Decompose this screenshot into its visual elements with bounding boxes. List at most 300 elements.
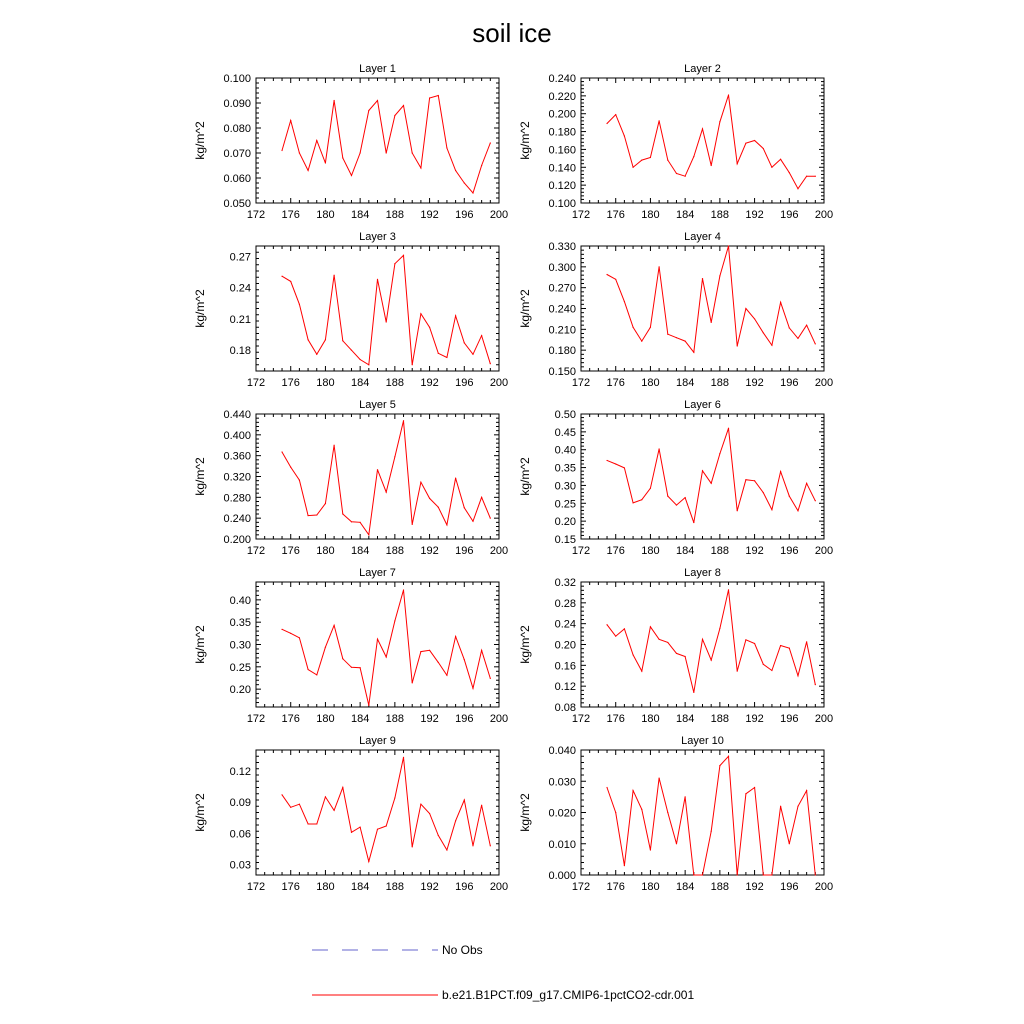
plot-frame — [256, 246, 499, 371]
x-tick-label: 196 — [455, 209, 474, 221]
data-point — [815, 500, 816, 501]
data-point — [281, 794, 282, 795]
x-tick-label: 188 — [710, 713, 730, 725]
data-point — [667, 496, 668, 497]
data-point — [446, 524, 447, 525]
y-tick-label: 0.20 — [554, 639, 576, 652]
panel-layer-10 — [518, 735, 833, 893]
data-point — [606, 274, 607, 275]
data-point — [360, 826, 361, 827]
data-point — [641, 670, 642, 671]
x-tick-label: 172 — [246, 545, 266, 557]
data-point — [290, 120, 291, 121]
data-point — [299, 804, 300, 805]
data-point — [728, 245, 729, 246]
data-point — [412, 682, 413, 683]
x-tick-label: 184 — [350, 209, 370, 221]
x-tick-label: 184 — [675, 209, 695, 221]
x-tick-label: 192 — [420, 377, 439, 389]
data-point — [641, 499, 642, 500]
data-point — [334, 810, 335, 811]
x-tick-label: 184 — [675, 545, 695, 557]
y-tick-label: 0.16 — [554, 660, 576, 673]
data-point — [711, 165, 712, 166]
y-tick-label: 0.320 — [223, 471, 251, 484]
data-point — [797, 675, 798, 676]
data-point — [464, 799, 465, 800]
data-point — [334, 445, 335, 446]
x-tick-label: 172 — [571, 713, 591, 725]
data-point — [490, 518, 491, 519]
data-point — [685, 176, 686, 177]
y-tick-label: 0.010 — [548, 838, 576, 851]
data-point — [455, 315, 456, 316]
data-point — [420, 313, 421, 314]
data-point — [624, 628, 625, 629]
data-point — [290, 467, 291, 468]
data-point — [472, 521, 473, 522]
x-tick-label: 196 — [455, 881, 474, 893]
y-tick-label: 0.21 — [229, 313, 251, 326]
y-tick-label: 0.30 — [229, 639, 251, 652]
data-point — [780, 302, 781, 303]
data-point — [403, 589, 404, 590]
data-point — [806, 641, 807, 642]
y-axis-label: kg/m^2 — [193, 289, 207, 328]
data-point — [438, 662, 439, 663]
series-line — [607, 756, 815, 875]
chart-panels — [193, 63, 833, 893]
data-point — [815, 176, 816, 177]
data-point — [325, 647, 326, 648]
data-point — [446, 675, 447, 676]
data-point — [420, 651, 421, 652]
data-point — [455, 170, 456, 171]
x-tick-label: 180 — [316, 881, 335, 893]
data-point — [737, 163, 738, 164]
y-tick-label: 0.15 — [554, 534, 576, 546]
series-line — [282, 96, 490, 194]
x-tick-label: 200 — [489, 713, 509, 725]
panel-title: Layer 7 — [359, 567, 396, 579]
x-tick-label: 200 — [814, 545, 834, 557]
y-tick-label: 0.040 — [548, 745, 576, 757]
y-tick-label: 0.30 — [554, 480, 576, 493]
x-tick-label: 180 — [641, 881, 660, 893]
data-point — [615, 812, 616, 813]
y-tick-label: 0.12 — [229, 765, 251, 778]
data-point — [676, 843, 677, 844]
y-tick-label: 0.24 — [554, 618, 576, 631]
data-point — [420, 167, 421, 168]
data-point — [316, 674, 317, 675]
x-tick-label: 188 — [385, 881, 405, 893]
data-point — [728, 94, 729, 95]
data-point — [737, 510, 738, 511]
data-point — [299, 637, 300, 638]
data-point — [632, 654, 633, 655]
panel-layer-7 — [193, 567, 508, 725]
data-point — [685, 656, 686, 657]
data-point — [307, 170, 308, 171]
y-tick-label: 0.12 — [554, 681, 576, 694]
panel-title: Layer 5 — [359, 399, 396, 411]
plot-frame — [581, 414, 824, 539]
data-point — [685, 497, 686, 498]
y-tick-label: 0.180 — [548, 126, 576, 139]
data-point — [650, 327, 651, 328]
data-point — [481, 165, 482, 166]
y-axis-label: kg/m^2 — [518, 793, 532, 832]
data-point — [360, 152, 361, 153]
data-point — [299, 304, 300, 305]
data-point — [307, 515, 308, 516]
y-tick-label: 0.150 — [548, 366, 576, 378]
y-tick-label: 0.060 — [223, 173, 251, 185]
x-tick-label: 180 — [641, 713, 660, 725]
x-tick-label: 180 — [316, 209, 335, 221]
data-point — [685, 341, 686, 342]
x-tick-label: 172 — [571, 377, 591, 389]
y-tick-label: 0.080 — [223, 123, 251, 135]
data-point — [377, 469, 378, 470]
data-point — [789, 496, 790, 497]
data-point — [745, 479, 746, 480]
data-point — [403, 255, 404, 256]
x-tick-label: 176 — [281, 377, 300, 389]
x-tick-label: 172 — [571, 545, 591, 557]
panel-layer-5 — [193, 399, 508, 557]
data-point — [446, 849, 447, 850]
y-tick-label: 0.28 — [554, 597, 576, 610]
data-point — [472, 354, 473, 355]
data-point — [351, 521, 352, 522]
x-tick-label: 200 — [814, 209, 834, 221]
data-point — [316, 514, 317, 515]
data-point — [342, 340, 343, 341]
data-point — [737, 874, 738, 875]
y-tick-label: 0.35 — [554, 462, 576, 475]
data-point — [464, 342, 465, 343]
x-tick-label: 196 — [455, 713, 474, 725]
y-axis-label: kg/m^2 — [518, 121, 532, 160]
series-line — [607, 590, 815, 693]
data-point — [624, 135, 625, 136]
data-point — [702, 874, 703, 875]
data-point — [615, 279, 616, 280]
y-tick-label: 0.35 — [229, 617, 251, 630]
data-point — [737, 345, 738, 346]
y-tick-label: 0.03 — [229, 859, 251, 872]
data-point — [307, 823, 308, 824]
x-tick-label: 200 — [489, 545, 509, 557]
data-point — [771, 509, 772, 510]
data-point — [693, 692, 694, 693]
data-point — [386, 825, 387, 826]
data-point — [386, 321, 387, 322]
data-point — [624, 467, 625, 468]
data-point — [316, 140, 317, 141]
data-point — [377, 829, 378, 830]
data-point — [334, 100, 335, 101]
y-tick-label: 0.140 — [548, 162, 576, 175]
data-point — [719, 275, 720, 276]
x-tick-label: 172 — [246, 881, 266, 893]
panel-title: Layer 4 — [684, 231, 721, 243]
x-tick-label: 176 — [606, 377, 625, 389]
data-point — [745, 308, 746, 309]
series-line — [607, 95, 815, 189]
data-point — [763, 874, 764, 875]
data-point — [342, 157, 343, 158]
data-point — [429, 327, 430, 328]
x-tick-label: 192 — [745, 881, 764, 893]
data-point — [667, 812, 668, 813]
y-tick-label: 0.09 — [229, 797, 251, 810]
data-point — [290, 633, 291, 634]
data-point — [754, 643, 755, 644]
y-tick-label: 0.27 — [229, 251, 251, 264]
x-tick-label: 196 — [455, 377, 474, 389]
y-tick-label: 0.210 — [548, 324, 576, 337]
data-point — [754, 318, 755, 319]
x-tick-label: 188 — [710, 881, 730, 893]
data-point — [412, 152, 413, 153]
data-point — [429, 650, 430, 651]
y-tick-label: 0.25 — [554, 498, 576, 511]
x-tick-label: 184 — [350, 545, 370, 557]
data-point — [325, 162, 326, 163]
data-point — [446, 357, 447, 358]
panel-title: Layer 1 — [359, 63, 396, 75]
panel-title: Layer 2 — [684, 63, 721, 75]
x-tick-label: 192 — [745, 209, 764, 221]
series-line — [282, 757, 490, 861]
x-tick-label: 196 — [780, 545, 799, 557]
y-tick-label: 0.030 — [548, 776, 576, 789]
data-point — [719, 453, 720, 454]
x-tick-label: 200 — [489, 881, 509, 893]
data-point — [446, 147, 447, 148]
data-point — [481, 650, 482, 651]
data-point — [624, 301, 625, 302]
data-point — [789, 843, 790, 844]
y-tick-label: 0.100 — [548, 198, 576, 210]
data-point — [650, 626, 651, 627]
x-tick-label: 180 — [641, 209, 660, 221]
x-tick-label: 192 — [420, 545, 439, 557]
data-point — [351, 175, 352, 176]
x-tick-label: 184 — [350, 377, 370, 389]
data-point — [771, 670, 772, 671]
data-point — [745, 793, 746, 794]
x-tick-label: 180 — [316, 713, 335, 725]
data-point — [455, 820, 456, 821]
y-tick-label: 0.06 — [229, 828, 251, 841]
data-point — [771, 345, 772, 346]
x-tick-label: 196 — [780, 881, 799, 893]
y-tick-label: 0.000 — [548, 870, 576, 882]
x-tick-label: 196 — [455, 545, 474, 557]
data-point — [815, 343, 816, 344]
y-tick-label: 0.070 — [223, 148, 251, 160]
data-point — [650, 849, 651, 850]
data-point — [438, 353, 439, 354]
data-point — [429, 498, 430, 499]
data-point — [711, 660, 712, 661]
data-point — [316, 354, 317, 355]
data-point — [386, 492, 387, 493]
data-point — [789, 648, 790, 649]
x-tick-label: 176 — [606, 545, 625, 557]
data-point — [386, 656, 387, 657]
panel-layer-1 — [193, 63, 508, 221]
data-point — [368, 705, 369, 706]
data-point — [763, 332, 764, 333]
y-tick-label: 0.08 — [554, 702, 576, 714]
y-tick-label: 0.100 — [223, 73, 251, 85]
data-point — [481, 497, 482, 498]
data-point — [290, 281, 291, 282]
data-point — [490, 678, 491, 679]
data-point — [632, 327, 633, 328]
data-point — [702, 639, 703, 640]
data-point — [429, 97, 430, 98]
data-point — [316, 823, 317, 824]
data-point — [667, 642, 668, 643]
x-tick-label: 188 — [385, 545, 405, 557]
series-line — [607, 428, 815, 522]
data-point — [754, 140, 755, 141]
y-axis-label: kg/m^2 — [193, 625, 207, 664]
plot-frame — [256, 750, 499, 875]
data-point — [351, 832, 352, 833]
data-point — [281, 276, 282, 277]
data-point — [711, 831, 712, 832]
data-point — [771, 167, 772, 168]
data-point — [806, 790, 807, 791]
data-point — [693, 352, 694, 353]
data-point — [490, 845, 491, 846]
data-point — [368, 364, 369, 365]
data-point — [780, 645, 781, 646]
figure-title: soil ice — [472, 18, 552, 48]
data-point — [632, 790, 633, 791]
y-tick-label: 0.440 — [223, 409, 251, 421]
data-point — [472, 688, 473, 689]
data-point — [438, 835, 439, 836]
data-point — [342, 658, 343, 659]
data-point — [394, 263, 395, 264]
data-point — [481, 805, 482, 806]
y-tick-label: 0.400 — [223, 429, 251, 442]
data-point — [377, 639, 378, 640]
data-point — [615, 636, 616, 637]
data-point — [797, 338, 798, 339]
legend-label: No Obs — [442, 943, 483, 957]
data-point — [745, 639, 746, 640]
x-tick-label: 192 — [420, 713, 439, 725]
data-point — [676, 504, 677, 505]
data-point — [763, 492, 764, 493]
x-tick-label: 196 — [780, 713, 799, 725]
x-tick-label: 176 — [281, 713, 300, 725]
y-axis-label: kg/m^2 — [518, 457, 532, 496]
data-point — [797, 806, 798, 807]
data-point — [676, 653, 677, 654]
data-point — [360, 359, 361, 360]
data-point — [351, 350, 352, 351]
data-point — [360, 667, 361, 668]
y-tick-label: 0.20 — [229, 684, 251, 697]
data-point — [763, 148, 764, 149]
data-point — [641, 160, 642, 161]
y-tick-label: 0.32 — [554, 577, 576, 589]
y-axis-label: kg/m^2 — [193, 793, 207, 832]
data-point — [693, 522, 694, 523]
data-point — [281, 150, 282, 151]
data-point — [299, 480, 300, 481]
legend-label: b.e21.B1PCT.f09_g17.CMIP6-1pctCO2-cdr.001 — [442, 988, 695, 1002]
data-point — [789, 327, 790, 328]
x-tick-label: 180 — [316, 377, 335, 389]
legend-item-no-obs — [312, 943, 483, 957]
y-tick-label: 0.160 — [548, 144, 576, 157]
data-point — [797, 510, 798, 511]
data-point — [420, 482, 421, 483]
x-tick-label: 176 — [281, 209, 300, 221]
panel-layer-8 — [518, 567, 833, 725]
data-point — [728, 756, 729, 757]
data-point — [481, 335, 482, 336]
y-tick-label: 0.300 — [548, 261, 576, 274]
x-tick-label: 188 — [385, 377, 405, 389]
data-point — [780, 806, 781, 807]
data-point — [641, 809, 642, 810]
data-point — [667, 160, 668, 161]
data-point — [299, 152, 300, 153]
x-tick-label: 188 — [710, 545, 730, 557]
data-point — [360, 522, 361, 523]
data-point — [719, 628, 720, 629]
data-point — [455, 477, 456, 478]
x-tick-label: 176 — [606, 881, 625, 893]
data-point — [490, 363, 491, 364]
data-point — [368, 110, 369, 111]
panel-title: Layer 9 — [359, 735, 396, 747]
data-point — [412, 524, 413, 525]
plot-frame — [581, 246, 824, 371]
data-point — [728, 428, 729, 429]
y-axis-label: kg/m^2 — [193, 121, 207, 160]
data-point — [797, 188, 798, 189]
x-tick-label: 184 — [675, 713, 695, 725]
data-point — [650, 157, 651, 158]
x-tick-label: 200 — [814, 377, 834, 389]
y-tick-label: 0.40 — [554, 444, 576, 457]
series-line — [607, 246, 815, 352]
data-point — [403, 757, 404, 758]
data-point — [806, 483, 807, 484]
x-tick-label: 176 — [281, 545, 300, 557]
data-point — [438, 95, 439, 96]
panel-layer-3 — [193, 231, 508, 389]
data-point — [606, 787, 607, 788]
x-tick-label: 184 — [675, 377, 695, 389]
panel-layer-9 — [193, 735, 508, 893]
x-tick-label: 188 — [710, 377, 730, 389]
data-point — [606, 460, 607, 461]
